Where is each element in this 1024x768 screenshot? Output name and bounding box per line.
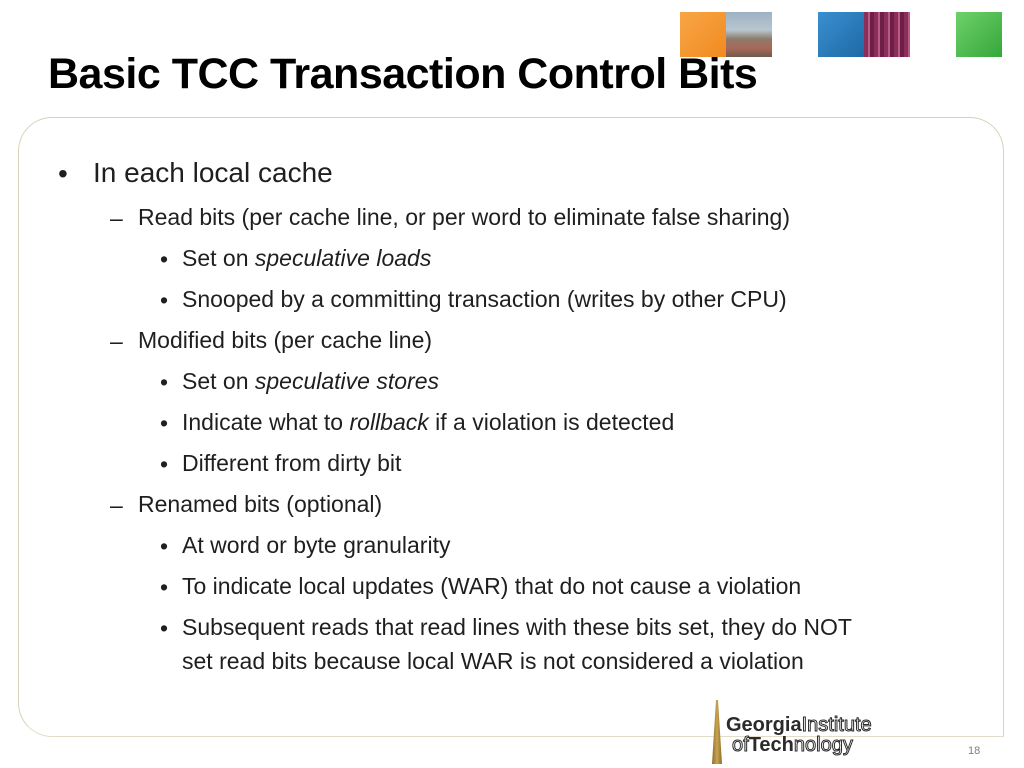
- dash-marker: –: [110, 492, 123, 518]
- text: if a violation is detected: [428, 409, 675, 435]
- list-item: In each local cache: [93, 157, 333, 188]
- term-read-bits: Read bits: [138, 204, 236, 230]
- bullet-marker: •: [160, 574, 169, 600]
- term-modified-bits: Modified bits: [138, 327, 268, 353]
- decor-green-square: [956, 12, 1002, 57]
- list-item: [138, 491, 382, 518]
- list-item: [138, 327, 432, 354]
- list-item: Snooped by a committing transaction (writes by other CPU): [182, 286, 787, 312]
- bullet-marker: •: [160, 451, 169, 477]
- list-item: [182, 245, 431, 272]
- list-item: [182, 368, 439, 395]
- bullet-marker: •: [160, 533, 169, 559]
- term-desc: (per cache line): [267, 327, 433, 353]
- logo-text: nology: [793, 734, 853, 756]
- bullet-marker: •: [58, 158, 68, 189]
- list-item: [138, 204, 790, 231]
- logo-text: Institute: [801, 714, 872, 736]
- logo-line2: [732, 734, 853, 757]
- bullet-marker: •: [160, 287, 169, 313]
- dash-marker: –: [110, 205, 123, 231]
- tower-icon: [712, 700, 722, 764]
- bullet-marker: •: [160, 246, 169, 272]
- list-item: [182, 409, 674, 436]
- list-item: To indicate local updates (WAR) that do not cause a violation: [182, 573, 802, 599]
- bullet-marker: •: [160, 410, 169, 436]
- decor-chip-photo: [864, 12, 910, 57]
- text: Set on: [182, 245, 255, 271]
- list-item: Subsequent reads that read lines with these bits set, they do NOT: [182, 614, 852, 640]
- term-desc: (per cache line, or per word to eliminate false sharing): [235, 204, 790, 230]
- list-item: Different from dirty bit: [182, 450, 402, 476]
- term-desc: (optional): [279, 491, 383, 517]
- logo-text: Tech: [748, 734, 794, 756]
- page-number: 18: [968, 745, 981, 757]
- bullet-marker: •: [160, 615, 169, 641]
- georgia-tech-logo: [712, 700, 912, 764]
- dash-marker: –: [110, 328, 123, 354]
- logo-text: Georgia: [726, 714, 802, 736]
- emphasis: rollback: [349, 409, 429, 435]
- logo-text: of: [732, 734, 749, 756]
- text: Set on: [182, 368, 255, 394]
- bullet-marker: •: [160, 369, 169, 395]
- emphasis: speculative stores: [254, 368, 439, 394]
- term-renamed-bits: Renamed bits: [138, 491, 280, 517]
- decor-blue-square: [818, 12, 864, 57]
- list-item-continuation: set read bits because local WAR is not considered a violation: [182, 648, 804, 674]
- text: Indicate what to: [182, 409, 350, 435]
- slide-title: Basic TCC Transaction Control Bits: [48, 50, 758, 98]
- emphasis: speculative loads: [254, 245, 432, 271]
- list-item: At word or byte granularity: [182, 532, 451, 558]
